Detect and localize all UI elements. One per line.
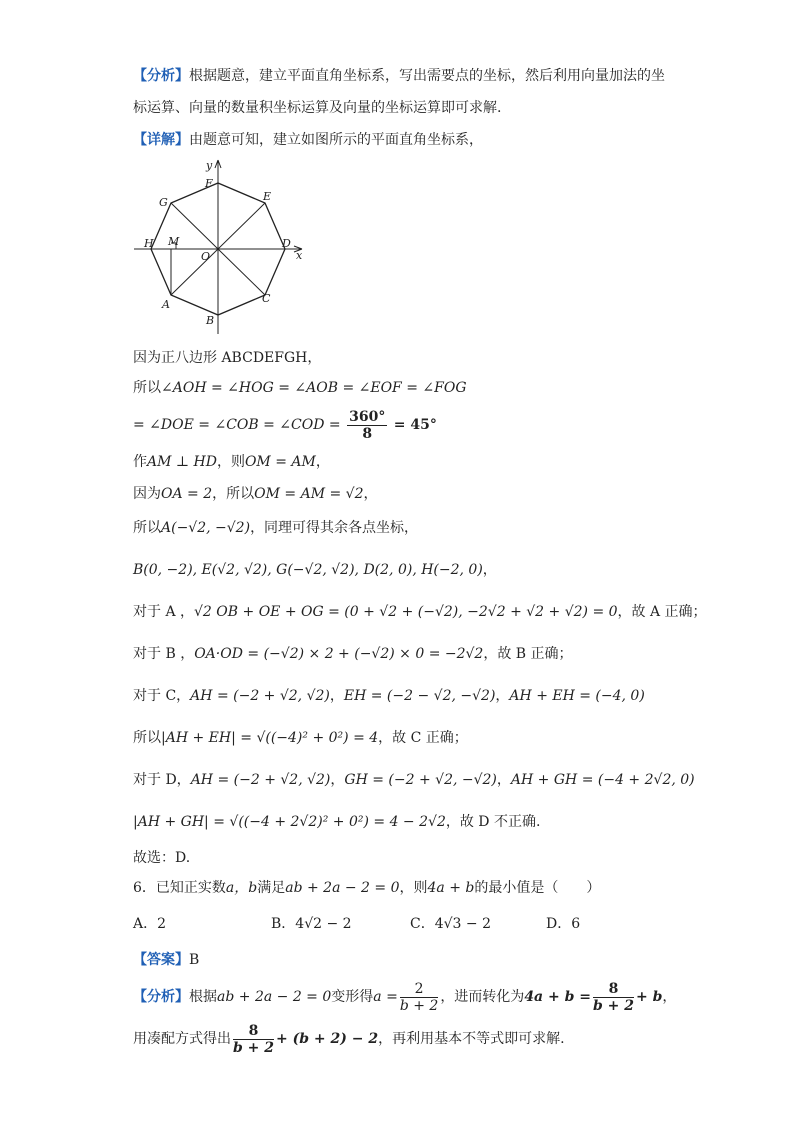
octagon-figure bbox=[130, 158, 310, 334]
option-c2-prefix: 所以 bbox=[133, 730, 161, 746]
option-b-check bbox=[133, 644, 573, 664]
label-D: D bbox=[282, 237, 291, 250]
analysis2-l2-prefix: 用凑配方式得出 bbox=[133, 1031, 231, 1047]
fraction-denominator: 8 bbox=[362, 425, 373, 442]
perp-result: OM = AM bbox=[244, 454, 316, 470]
analysis2-expr: 4a + b = bbox=[524, 989, 591, 1005]
step-point-a bbox=[133, 518, 418, 538]
analysis2-eq: ab + 2a − 2 = 0 bbox=[217, 989, 332, 1005]
perp-prefix: 作 bbox=[133, 454, 147, 470]
label-A: A bbox=[162, 298, 170, 311]
angle-result: = 45° bbox=[393, 417, 437, 433]
label-C: C bbox=[262, 292, 271, 305]
oa-prefix: 因为 bbox=[133, 486, 161, 502]
coordinates-math: B(0, −2), E(√2, √2), G(−√2, √2), D(2, 0), H(−2, 0) bbox=[133, 562, 483, 578]
label-B: B bbox=[206, 314, 215, 327]
label-x: x bbox=[296, 249, 303, 262]
option-c-prefix: 对于 C， bbox=[133, 688, 191, 704]
option-d-sep1: ， bbox=[330, 772, 345, 788]
fraction-360-over-8 bbox=[347, 409, 387, 442]
option-a-verdict: ，故 A 正确； bbox=[617, 604, 707, 620]
q6-expression: 4a + b bbox=[427, 880, 475, 896]
option-d-magnitude bbox=[133, 812, 540, 832]
frac2-num: 8 bbox=[593, 981, 634, 998]
analysis2-a-eq: a = bbox=[373, 989, 398, 1005]
step-angles-2 bbox=[133, 408, 437, 442]
detail-line bbox=[133, 130, 483, 150]
option-d2-verdict: ，故 D 不正确. bbox=[445, 814, 541, 830]
label-M: M bbox=[168, 235, 180, 248]
perp-end: ， bbox=[315, 454, 330, 470]
analysis2-text-4: ， bbox=[662, 989, 677, 1005]
fraction-2-over-b-plus-2 bbox=[400, 981, 439, 1014]
label-E: E bbox=[263, 190, 272, 203]
option-d-sum: AH + GH = (−4 + 2√2, 0) bbox=[510, 772, 695, 788]
option-b-verdict: ，故 B 正确； bbox=[483, 646, 573, 662]
frac1-num: 2 bbox=[400, 981, 439, 998]
analysis2-plus-b: + b bbox=[636, 989, 663, 1005]
om-math: OM = AM = √2 bbox=[254, 486, 364, 502]
option-a-prefix: 对于 A ， bbox=[133, 604, 195, 620]
answer-line bbox=[133, 950, 199, 970]
frac3-den: b + 2 bbox=[233, 1039, 275, 1056]
point-a-text: ，同理可得其余各点坐标， bbox=[250, 520, 419, 536]
option-a-check bbox=[133, 602, 707, 622]
option-c-ah: AH = (−2 + √2, √2) bbox=[190, 688, 330, 704]
option-d-check bbox=[133, 770, 695, 790]
fraction-numerator: 360° bbox=[349, 408, 386, 425]
q6-mid: 满足 bbox=[257, 880, 286, 896]
label-G: G bbox=[159, 196, 168, 209]
label-F: F bbox=[205, 177, 213, 190]
fraction-8-over-b-plus-2-b bbox=[233, 1023, 274, 1056]
analysis2-tag: 【分析】 bbox=[133, 989, 189, 1005]
oa-mid: ，所以 bbox=[212, 486, 255, 502]
option-c-magnitude bbox=[133, 728, 468, 748]
oa-math: OA = 2 bbox=[161, 486, 213, 502]
option-c-eh: EH = (−2 − √2, −√2) bbox=[343, 688, 496, 704]
q6-option-c[interactable]: C．4√3 − 2 bbox=[410, 916, 491, 932]
oa-end: ， bbox=[363, 486, 378, 502]
final-choice bbox=[133, 848, 190, 868]
q6-equation: ab + 2a − 2 = 0 bbox=[285, 880, 400, 896]
analysis2-l2-math: + (b + 2) − 2 bbox=[276, 1031, 379, 1047]
angles-equation-1: ∠AOH = ∠HOG = ∠AOB = ∠EOF = ∠FOG bbox=[161, 380, 467, 396]
analysis-tag: 【分析】 bbox=[133, 68, 189, 84]
q6-option-b[interactable]: B．4√2 − 2 bbox=[271, 916, 352, 932]
answer-tag: 【答案】 bbox=[133, 952, 189, 968]
analysis-text-2: 标运算、向量的数量积坐标运算及向量的坐标运算即可求解. bbox=[133, 100, 502, 116]
step-octagon bbox=[133, 348, 321, 368]
q6-suffix: 的最小值是（ ） bbox=[474, 880, 601, 896]
analysis2-text-3: ，进而转化为 bbox=[440, 989, 525, 1005]
analysis2-l2-suffix: ，再利用基本不等式即可求解. bbox=[378, 1031, 565, 1047]
option-c-sum: AH + EH = (−4, 0) bbox=[509, 688, 645, 704]
frac1-den: b + 2 bbox=[399, 997, 439, 1014]
option-c2-math: |AH + EH| = √((−4)² + 0²) = 4 bbox=[161, 730, 379, 746]
final-choice-text: 故选：D. bbox=[133, 850, 191, 866]
analysis2-text-2: 变形得 bbox=[331, 989, 374, 1005]
label-H: H bbox=[144, 237, 154, 250]
step-octagon-text: 因为正八边形 ABCDEFGH， bbox=[133, 350, 322, 366]
step-angles-prefix: 所以 bbox=[133, 380, 161, 396]
q6-vars: a，b bbox=[225, 880, 258, 896]
option-d2-math: |AH + GH| = √((−4 + 2√2)² + 0²) = 4 − 2√2 bbox=[133, 814, 446, 830]
detail-text: 由题意可知，建立如图所示的平面直角坐标系， bbox=[189, 132, 483, 148]
analysis2-line1 bbox=[133, 980, 676, 1014]
answer-value: B bbox=[189, 952, 200, 968]
step-angles-1 bbox=[133, 378, 467, 398]
point-a-math: A(−√2, −√2) bbox=[161, 520, 251, 536]
step-coordinates bbox=[133, 560, 497, 580]
perp-mid: ，则 bbox=[216, 454, 245, 470]
option-a-math: √2 OB + OE + OG = (0 + √2 + (−√2), −2√2 + √2 + √2) = 0 bbox=[194, 604, 618, 620]
question-6-options bbox=[133, 914, 693, 934]
coordinates-end: ， bbox=[482, 562, 497, 578]
label-O: O bbox=[201, 250, 211, 263]
fraction-8-over-b-plus-2 bbox=[593, 981, 634, 1014]
frac3-num: 8 bbox=[233, 1023, 274, 1040]
point-a-prefix: 所以 bbox=[133, 520, 161, 536]
option-c-check bbox=[133, 686, 645, 706]
option-c-sep1: ， bbox=[329, 688, 344, 704]
analysis-paragraph-line2 bbox=[133, 98, 501, 118]
frac2-den: b + 2 bbox=[593, 997, 635, 1014]
q6-prefix: 6．已知正实数 bbox=[133, 880, 226, 896]
option-b-prefix: 对于 B ， bbox=[133, 646, 195, 662]
q6-mid2: ，则 bbox=[399, 880, 428, 896]
question-6-stem bbox=[133, 878, 600, 898]
analysis-text-1: 根据题意，建立平面直角坐标系，写出需要点的坐标，然后利用向量加法的坐 bbox=[189, 68, 665, 84]
option-d-ah: AH = (−2 + √2, √2) bbox=[190, 772, 331, 788]
option-c2-verdict: ，故 C 正确； bbox=[378, 730, 468, 746]
option-d-prefix: 对于 D， bbox=[133, 772, 191, 788]
perp-math: AM ⊥ HD bbox=[147, 454, 217, 470]
detail-tag: 【详解】 bbox=[133, 132, 189, 148]
label-y: y bbox=[206, 159, 213, 172]
option-d-gh: GH = (−2 + √2, −√2) bbox=[344, 772, 497, 788]
analysis-paragraph-line1 bbox=[133, 66, 665, 86]
analysis2-text-1: 根据 bbox=[189, 989, 217, 1005]
analysis2-line2 bbox=[133, 1022, 565, 1056]
step-oa bbox=[133, 484, 378, 504]
angles-equation-2: = ∠DOE = ∠COB = ∠COD = bbox=[133, 417, 341, 433]
option-d-sep2: ， bbox=[496, 772, 511, 788]
option-c-sep2: ， bbox=[495, 688, 510, 704]
q6-option-a[interactable]: A．2 bbox=[133, 916, 167, 932]
q6-option-d[interactable]: D．6 bbox=[546, 916, 581, 932]
option-b-math: OA·OD = (−√2) × 2 + (−√2) × 0 = −2√2 bbox=[194, 646, 484, 662]
step-perpendicular bbox=[133, 452, 330, 472]
